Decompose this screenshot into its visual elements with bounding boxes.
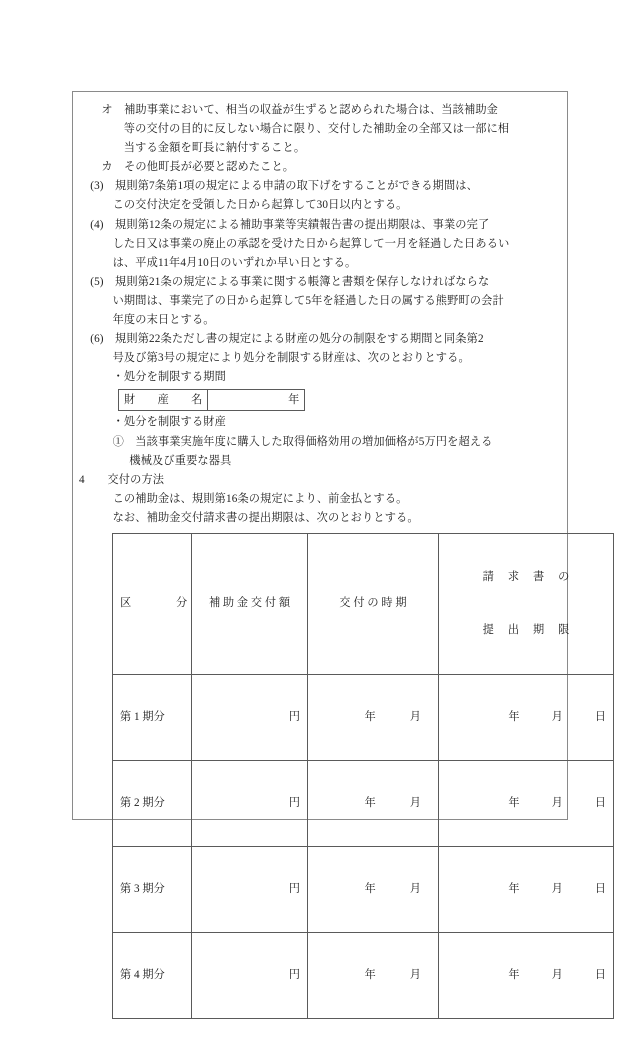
list-item-o-line1 [101,101,563,120]
header-deadline-line2: 提 出 期 限 [482,623,570,636]
row-kubun: 第 4 期分 [113,932,192,1018]
row-timing-cell[interactable] [308,846,439,932]
clause-5-line3: 年度の末日とする。 [112,314,215,327]
list-item-ka-text1: その他町長が必要と認めたこと。 [124,161,295,174]
property-name-label: 財 産 名 [119,390,208,411]
row-timing-month: 月 [409,796,421,809]
clause-4-line2: した日又は事業の廃止の承認を受けた日から起算して一月を経過した日あるい [112,237,510,250]
bullet-restriction-period: ・処分を制限する期間 [112,371,226,384]
clause-5-text1: 規則第21条の規定による事業に関する帳簿と書類を保存しなければならな [115,275,490,288]
clause-5-line2: い期間は、事業完了の日から起算して5年を経過した日の属する熊野町の会計 [112,294,504,307]
clause-marker-5: (5) [90,275,104,288]
row-timing-year: 年 [364,882,376,895]
header-amount: 補 助 金 交 付 額 [192,533,308,674]
clause-6-text1: 規則第22条ただし書の規定による財産の処分の制限をする期間と同条第2 [115,333,484,346]
row-timing-month: 月 [409,882,421,895]
table-row [119,390,305,411]
row-timing-year: 年 [364,796,376,809]
row-deadline-day: 日 [594,968,606,981]
row-timing-month: 月 [409,968,421,981]
row-deadline-month: 月 [551,882,563,895]
list-item-ka-line1 [101,158,563,177]
clause-6-line1 [90,330,563,349]
document-page-frame [72,91,606,981]
row-deadline-year: 年 [508,968,520,981]
section-4-heading [79,471,563,490]
document-body [73,92,606,1019]
list-marker-ka: カ [101,161,113,174]
section-4-line1: この補助金は、規則第16条の規定により、前金払とする。 [112,492,408,505]
clause-3-text1: 規則第7条第1項の規定による申請の取下げをすることができる期間は、 [115,180,478,193]
property-year-unit[interactable]: 年 [208,390,305,411]
row-timing-year: 年 [364,968,376,981]
row-deadline-cell[interactable] [439,846,614,932]
row-kubun: 第 3 期分 [113,846,192,932]
row-deadline-day: 日 [594,882,606,895]
payment-table-body [113,674,614,1018]
row-deadline-year: 年 [508,882,520,895]
sub-item-1-text1: 当該事業実施年度に購入した取得価格効用の増加価格が5万円を超える [135,435,493,448]
section-4-title: 交付の方法 [107,473,165,486]
row-timing-month: 月 [409,710,421,723]
bullet-restricted-property: ・処分を制限する財産 [112,416,226,429]
list-item-o-line2: 等の交付の目的に反しない場合に限り、交付した補助金の全部又は一部に相 [123,123,510,136]
section-4-line2: なお、補助金交付請求書の提出期限は、次のとおりとする。 [112,511,419,524]
sub-item-marker-1: ① [112,435,124,448]
header-timing: 交 付 の 時 期 [308,533,439,674]
row-kubun: 第 2 期分 [113,760,192,846]
clause-marker-3: (3) [90,180,104,193]
header-kubun: 区 分 [113,533,192,674]
clause-marker-6: (6) [90,333,104,346]
row-amount-cell[interactable]: 円 [192,846,308,932]
payment-schedule-table [112,533,614,1019]
sub-item-1-line2: 機械及び重要な器具 [129,454,232,467]
row-timing-cell[interactable] [308,932,439,1018]
list-marker-o: オ [101,104,113,116]
clause-6-line2: 号及び第3号の規定により処分を制限する財産は、次のとおりとする。 [112,352,470,365]
clause-4-text1: 規則第12条の規定による補助事業等実績報告書の提出期限は、事業の完了 [115,218,490,231]
row-timing-year: 年 [364,710,376,723]
list-item-o-line3: 当する金額を町長に納付すること。 [123,142,306,155]
row-amount-cell[interactable]: 円 [192,760,308,846]
table-row [113,932,614,1018]
row-deadline-day: 日 [594,796,606,809]
row-deadline-day: 日 [594,710,606,723]
list-item-o-text1: 補助事業において、相当の収益が生ずると認められた場合は、当該補助金 [124,104,498,116]
row-deadline-month: 月 [551,710,563,723]
property-restriction-table [118,389,305,411]
clause-4-line1 [90,216,563,235]
row-deadline-year: 年 [508,796,520,809]
sub-item-1-line1 [113,433,563,452]
header-deadline-line1: 請 求 書 の [482,570,570,583]
clause-5-line1 [90,273,563,292]
row-amount-cell[interactable]: 円 [192,674,308,760]
section-4-number: 4 [79,473,85,486]
row-deadline-cell[interactable] [439,932,614,1018]
clause-3-line2: この交付決定を受領した日から起算して30日以内とする。 [112,199,408,212]
row-deadline-month: 月 [551,968,563,981]
row-kubun: 第 1 期分 [113,674,192,760]
clause-marker-4: (4) [90,218,104,231]
clause-4-line3: は、平成11年4月10日のいずれか早い日とする。 [112,256,357,269]
table-row [113,846,614,932]
row-amount-cell[interactable]: 円 [192,932,308,1018]
row-deadline-year: 年 [508,710,520,723]
clause-3-line1 [90,177,563,196]
row-deadline-month: 月 [551,796,563,809]
